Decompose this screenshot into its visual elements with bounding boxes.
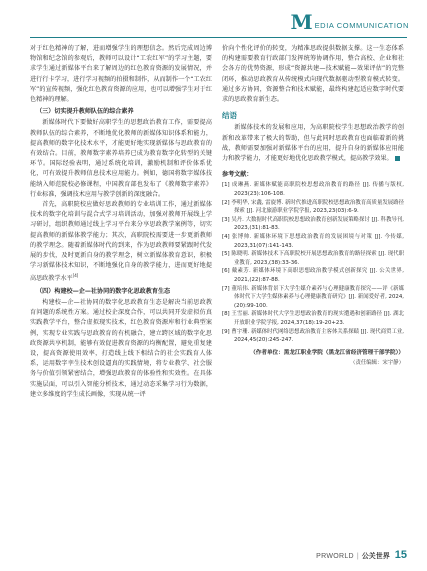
reference-item: [6] 戴素芳. 新媒体环境下高职思想政治教学模式创新探究 [J]. 公关世界, 2021,(22):87-88. bbox=[222, 268, 404, 283]
conclusion-paragraph bbox=[222, 123, 404, 164]
section-heading: （三）切实提升教师队伍的综合素养 bbox=[36, 108, 134, 116]
footer-brand: PRWORLD bbox=[316, 553, 354, 560]
reference-item: [7] 董培伟. 新媒体背景下大学生媒介素养与心理健康教育探究——评《新媒体时代下大学生媒体素养与心理健康教育研究》[J]. 新闻爱好者, 2024,(20):99-100. bbox=[222, 285, 404, 309]
masthead-letter: M bbox=[290, 10, 313, 34]
conclusion-text: 新媒体技术的发展和应用，为高职院校学生思想政治教学的创新和改革带来了极大的帮助，但与此同时思政教育也面临着新的挑战，教师需要加强对新媒体平台的应用，提升自身的新媒体应用能力和教学能力，才能更好地优化思政教学模式，提高教学效果。 bbox=[222, 124, 404, 163]
page-number: 15 bbox=[394, 549, 407, 561]
reference-item: [8] 王雪丽. 新媒体时代大学生思想政治教育的现实遭遇和创新路径 [J]. 湖北开放职业学院学报, 2024,37(18):19-20+23. bbox=[222, 311, 404, 326]
responsible-editor: （责任编辑：宋宇静） bbox=[350, 359, 404, 366]
references-heading: 参考文献： bbox=[222, 171, 253, 179]
footer-separator: | bbox=[356, 553, 359, 560]
body-paragraph: 构建校—企—社协同的数字化思政教育生态是解决当前思政教育问题的系统性方案。通过校企深度合作，可以共同开发虚拟仿真实践教学平台，整合虚拟现实技术，红色教育资源库和行业典型案例，实现专业实践与思政教育的有机融合，建立跨区域的数字化思政资源共享机制，能够有效促进教育资源的均衡配置，避免重复建设，提高资源使用效率，打造线上线下相结合的社会实践育人体系，运用数字孪生技术创设逼真的实践情境，将专业教学、社会服务与价值引领紧密结合，增强思政教育的体验性和实效性。在具体实施层面，可以引入智能分析技术，通过动态采集学习行为数据，建立多维度的学生成长画像，实现从统一评 bbox=[30, 298, 212, 398]
reference-item: [1] 成琳燕. 新媒体赋能高职院校思想政治教育的路径 [J]. 传播与版权, 2023(23):106-108. bbox=[222, 182, 404, 198]
reference-item: [2] 李明华, 宋鑫, 雷旋博. 新时代推进高职院校思想政治教育高质量发展路径探索 [J]. 河北旅游职业学院学报, 2023,23(03):6-9. bbox=[222, 199, 404, 215]
author-affiliation: （作者单位：黑龙江职业学院（黑龙江省经济管理干部学院）） bbox=[250, 349, 404, 356]
section-heading: （四）构建校—企—社协同的数字化思政教育生态 bbox=[36, 287, 171, 295]
right-column bbox=[222, 44, 404, 368]
reference-item: [9] 曹宇珊. 新媒体时代网络思想政治教育主客体关系探赜 [J]. 现代商贸工业, 2024,45(20):245-247. bbox=[222, 328, 404, 344]
left-column bbox=[30, 44, 212, 400]
masthead-section-name: EDIA COMMUNICATION bbox=[314, 20, 409, 30]
reference-item: [4] 张博帅. 新媒体环境下思想政治教育的发展困境与对策 [J]. 今传媒, 2023,31(07):141-143. bbox=[222, 234, 404, 249]
citation-marker: [4] bbox=[72, 273, 79, 279]
section-masthead bbox=[290, 12, 409, 32]
reference-item: [3] 吴丹. 大数据时代高职院校思想政治教育创新发展策略探讨 [J]. 科教导刊, 2023,(31):81-83. bbox=[222, 216, 404, 232]
page-footer bbox=[316, 549, 407, 561]
body-paragraph: 对于红色精神的了解，进而增强学生的理想信念。然后完成周边博物馆和纪念馆的参观后，教师可以设计“工农红军”的学习主题，要求学生通过新媒体平台来了解周边的红色教育资源的发展情况，并进行行卡学习，进行学习视频的拍摄和制作，从而制作一个“工农红军”的宣传视频，强化红色教育资源的应用，也可以增强学生对于红色精神的理解。 bbox=[30, 45, 212, 104]
masthead-divider bbox=[30, 37, 407, 38]
body-paragraph: 新媒体时代下要做好高职学生的思想政治教育工作，需要提高教师队伍的综合素养，不断地优化教师的新媒体知识体系和能力，提高教师的数字化技术水平，才能更好地实现新媒体与思政教育的有效结合。目前，教师数字素养培养已成为教育数字化转型的关键环节。国际经验表明，通过系统化培训，激励机制和评价体系优化，可有效提升教师信息技术应用能力。例如，德国将数字媒体技能纳入师范院校必修课程，中国教育部也发布了《教师数字素养》行业标准，强调技术应用与教学创新的深度融合。 bbox=[30, 119, 212, 198]
conclusion-heading: 结语 bbox=[222, 111, 237, 121]
reference-item: [5] 陈晓明. 新媒体技术下高职院校开展思想政治教育的路径探索 [J]. 现代职业教育, 2023,(38):33-36. bbox=[222, 251, 404, 266]
body-paragraph bbox=[30, 200, 212, 285]
body-paragraph: 价向个性化评价的转变，为精准思政提供数据支撑。这一生态体系的构建需要教育行政部门发挥统筹协调作用，整合高校、企业和社会各方的优势资源，形成“资源共建—技术赋能—效果评估”的完整闭环，推动思政教育从传统模式向现代数据驱动型教育模式转变。通过多方协同，资源整合和技术赋能，最终构建起适应数字时代要求的思政教育新生态。 bbox=[222, 45, 404, 104]
body-paragraph-text: 首先，高职院校应做好思政教师的专业培训工作，通过新媒体技术的数字化培训与混合式学习培训活动，加强对教师开展线上学习研讨，组织教师通过线上学习平台来分享思政教学案例等，切实提高教师的新媒体教学能力；其次，高职院校需要进一步更新教师的教学理念。随着新媒体时代的到来，作为思政教师要紧跟时代发展的步伐，及时更新自身的教学理念，树立新媒体教育意识，积极学习新媒体技术知识，不断地强化自身的教学能力，进而更好地提高思政教学水平 bbox=[30, 201, 212, 283]
end-of-article-icon bbox=[395, 156, 400, 161]
footer-magazine-name: 公关世界 bbox=[361, 553, 390, 560]
